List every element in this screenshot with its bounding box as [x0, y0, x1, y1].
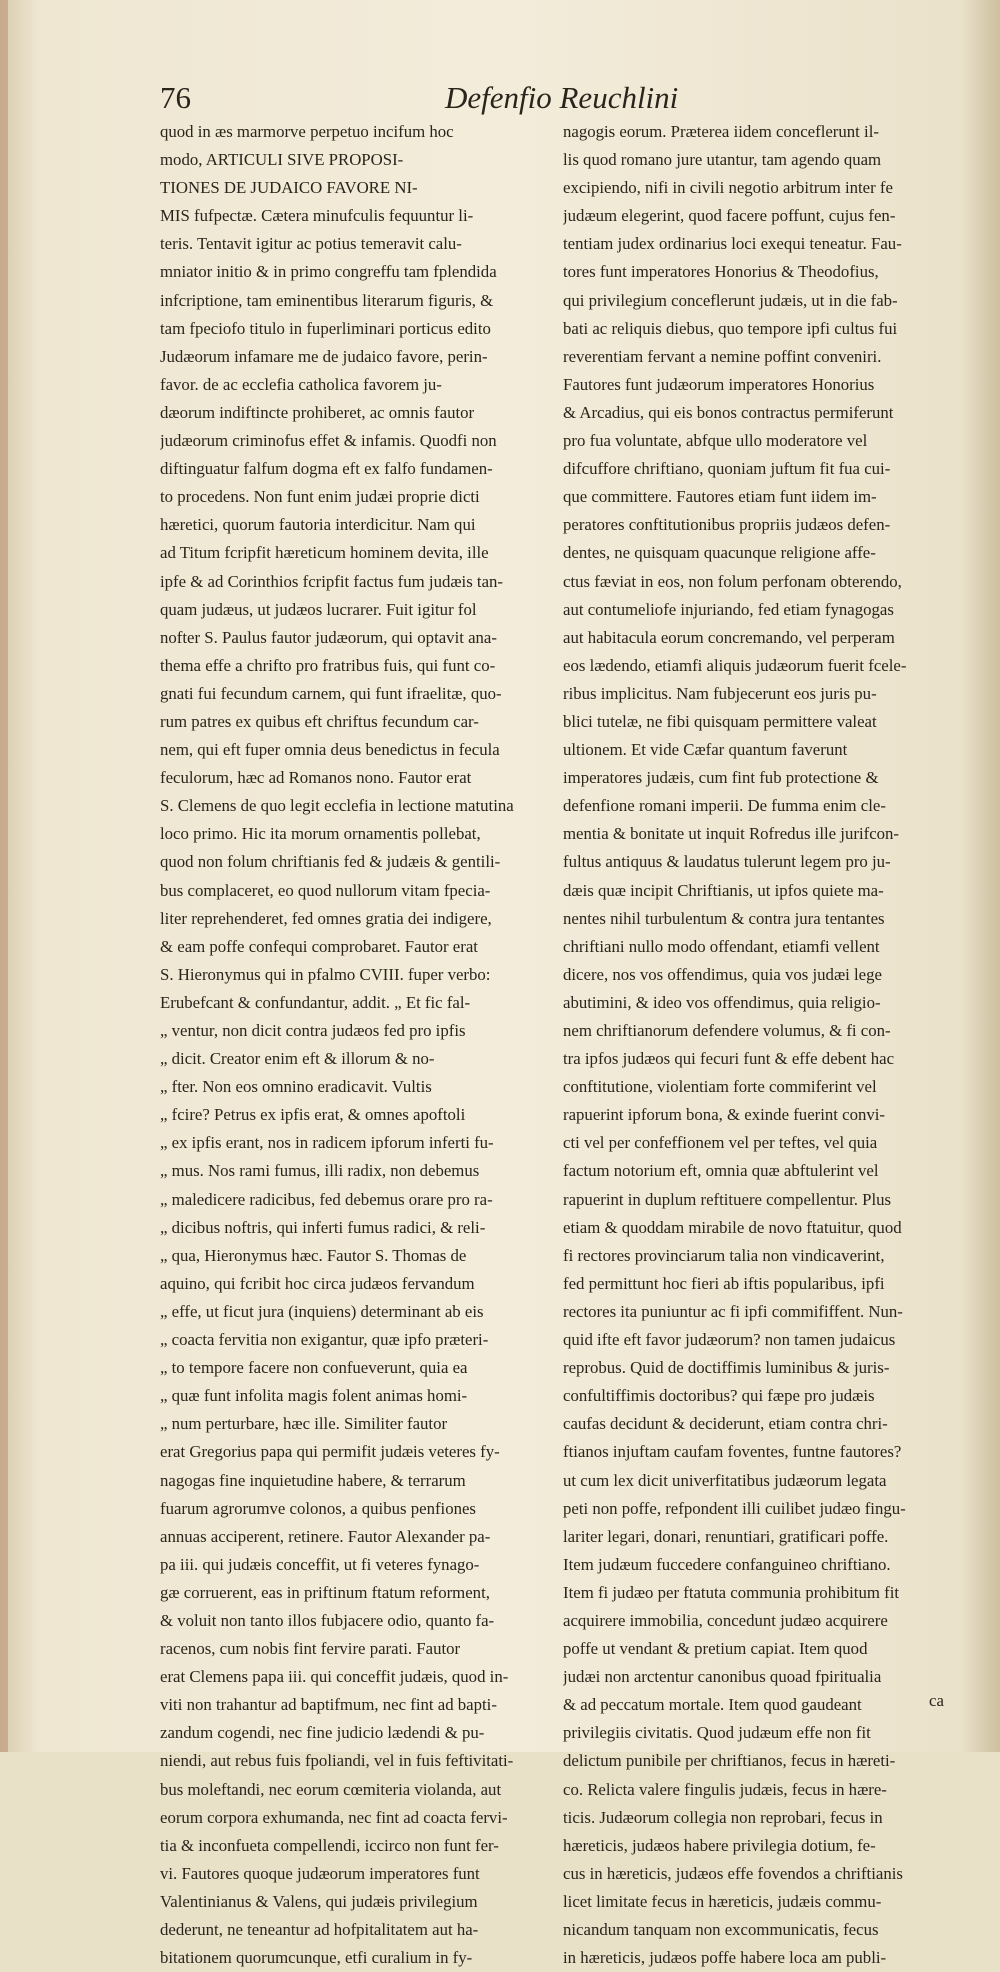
text-line: „ num perturbare, hæc ille. Similiter fautor	[160, 1414, 448, 1434]
text-line: lis quod romano jure utantur, tam agendo quam	[563, 150, 882, 170]
text-line: rapuerint ipforum bona, & exinde fuerint convi-	[563, 1105, 886, 1125]
text-line: feculorum, hæc ad Romanos nono. Fautor erat	[160, 768, 472, 788]
text-line: & eam poffe confequi comprobaret. Fautor erat	[160, 936, 478, 956]
page-header	[160, 80, 720, 120]
text-line: co. Relicta valere fingulis judæis, fecus in hære-	[563, 1779, 887, 1799]
text-line: dicere, nos vos offendimus, quia vos judæi lege	[563, 964, 882, 984]
text-line: bus complaceret, eo quod nullorum vitam fpecia-	[160, 880, 491, 900]
text-line: cus in hæreticis, judæos effe fovendos a chriftianis	[563, 1863, 903, 1883]
text-line: caufas decidunt & deciderunt, etiam contra chri-	[563, 1414, 888, 1434]
text-line: „ quæ funt infolita magis folent animas homi-	[160, 1386, 468, 1406]
text-line: racenos, cum nobis fint fervire parati. Fautor	[160, 1639, 461, 1659]
left-column	[160, 118, 550, 1972]
text-line: hæreticis, judæos habere privilegia dotium, fe-	[563, 1835, 876, 1855]
text-line: vi. Fautores quoque judæorum imperatores funt	[160, 1863, 480, 1883]
text-line: aut contumeliofe injuriando, fed etiam fynagogas	[563, 599, 894, 619]
text-line: bati ac reliquis diebus, quo tempore ipfi cultus fui	[563, 318, 898, 338]
text-line: viti non trahantur ad baptifmum, nec fint ad bapti-	[160, 1695, 497, 1715]
text-line: judæorum criminofus effet & infamis. Quodfi non	[160, 431, 497, 451]
text-line: ribus implicitus. Nam fubjecerunt eos juris pu-	[563, 683, 877, 703]
text-line: Item fi judæo per ftatuta communia prohibitum fit	[563, 1582, 900, 1602]
text-line: ipfe & ad Corinthios fcripfit factus fum judæis tan-	[160, 571, 504, 591]
text-line: privilegiis civitatis. Quod judæum effe non fit	[563, 1723, 871, 1743]
text-line: diftinguatur falfum dogma eft ex falfo fundamen-	[160, 459, 493, 479]
text-line: ctus fæviat in eos, non folum perfonam obterendo,	[563, 571, 902, 591]
text-line: confultiffimis doctoribus? qui fæpe pro judæis	[563, 1386, 875, 1406]
text-line: quam judæus, ut judæos lucrarer. Fuit igitur fol	[160, 599, 477, 619]
text-line: lariter legari, donari, renuntiari, gratificari poffe.	[563, 1526, 889, 1546]
text-line: dæis quæ incipit Chriftianis, ut ipfos quiete ma-	[563, 880, 884, 900]
text-line: S. Hieronymus qui in pfalmo CVIII. fuper verbo:	[160, 964, 491, 984]
text-line: mentia & bonitate ut inquit Rofredus ille jurifcon-	[563, 824, 900, 844]
text-line: fultus antiquus & laudatus tulerunt legem pro ju-	[563, 852, 891, 872]
text-line: „ to tempore facere non confueverunt, quia ea	[160, 1358, 468, 1378]
text-line: annuas acciperent, retinere. Fautor Alexander pa-	[160, 1526, 491, 1546]
text-line: etiam & quoddam mirabile de novo ftatuitur, quod	[563, 1217, 902, 1237]
text-line: tam fpeciofo titulo in fuperliminari porticus edito	[160, 318, 491, 338]
text-line: „ effe, ut ficut jura (inquiens) determinant ab eis	[160, 1301, 484, 1321]
text-line: & voluit non tanto illos fubjacere odio, quanto fa-	[160, 1610, 495, 1630]
text-line: licet limitate fecus in hæreticis, judæis commu-	[563, 1891, 882, 1911]
text-line: „ dicit. Creator enim eft & illorum & no-	[160, 1049, 435, 1069]
text-line: fi rectores provinciarum talia non vindicaverint,	[563, 1245, 885, 1265]
text-line: gæ corruerent, eas in priftinum ftatum reforment,	[160, 1582, 490, 1602]
text-line: S. Clemens de quo legit ecclefia in lectione matutina	[160, 796, 514, 816]
text-line: eos lædendo, etiamfi aliquis judæorum fuerit fcele-	[563, 655, 907, 675]
text-line: & Arcadius, qui eis bonos contractus permiferunt	[563, 402, 894, 422]
right-column	[563, 118, 953, 1972]
text-line: Valentinianus & Valens, qui judæis privilegium	[160, 1891, 478, 1911]
text-line: cti vel per confeffionem vel per teftes, vel quia	[563, 1133, 878, 1153]
text-line: nagogas fine inquietudine habere, & terrarum	[160, 1470, 466, 1490]
text-line: modo, ARTICULI SIVE PROPOSI-	[160, 150, 404, 170]
text-line: loco primo. Hic ita morum ornamentis pollebat,	[160, 824, 481, 844]
page-number: 76	[160, 80, 191, 115]
text-line: dæorum indiftincte prohiberet, ac omnis fautor	[160, 402, 475, 422]
text-line: tia & inconfueta compellendi, iccirco non funt fer-	[160, 1835, 499, 1855]
text-line: & ad peccatum mortale. Item quod gaudeant	[563, 1695, 862, 1715]
text-line: „ coacta fervitia non exigantur, quæ ipfo præteri-	[160, 1330, 489, 1350]
text-line: nentes nihil turbulentum & contra jura tentantes	[563, 908, 885, 928]
text-line: favor. de ac ecclefia catholica favorem ju-	[160, 374, 442, 394]
running-head: Defenfio Reuchlini	[445, 80, 679, 115]
text-line: judæi non arctentur canonibus quoad fpiritualia	[563, 1667, 882, 1687]
text-line: abutimini, & ideo vos offendimus, quia religio-	[563, 992, 881, 1012]
text-line: ad Titum fcripfit hæreticum hominem devita, ille	[160, 543, 489, 563]
text-line: nem, qui eft fuper omnia deus benedictus in fecula	[160, 740, 500, 760]
text-line: zandum cogendi, nec fine judicio lædendi & pu-	[160, 1723, 485, 1743]
text-line: rapuerint in duplum reftituere compellentur. Plus	[563, 1189, 892, 1209]
text-line: quid ifte eft favor judæorum? non tamen judaicus	[563, 1330, 896, 1350]
text-line: in hæreticis, judæos poffe habere loca am publi-	[563, 1948, 887, 1968]
text-line: to procedens. Non funt enim judæi proprie dicti	[160, 487, 480, 507]
text-line: nofter S. Paulus fautor judæorum, qui optavit ana-	[160, 627, 497, 647]
text-line: difcuffore chriftiano, quoniam juftum fit fua cui-	[563, 459, 891, 479]
text-line: „ qua, Hieronymus hæc. Fautor S. Thomas de	[160, 1245, 467, 1265]
text-line: „ fcire? Petrus ex ipfis erat, & omnes apoftoli	[160, 1105, 466, 1125]
text-line: TIONES DE JUDAICO FAVORE NI-	[160, 178, 418, 198]
text-line: MIS fufpectæ. Cætera minufculis fequuntur li-	[160, 206, 474, 226]
text-line: infcriptione, tam eminentibus literarum figuris, &	[160, 290, 494, 310]
text-line: hæretici, quorum fautoria interdicitur. Nam qui	[160, 515, 476, 535]
text-line: eorum corpora exhumanda, nec fint ad coacta fervi-	[160, 1807, 508, 1827]
text-line: chriftiani nullo modo offendant, etiamfi vellent	[563, 936, 880, 956]
text-line: quod in æs marmorve perpetuo incifum hoc	[160, 122, 454, 141]
text-line: Item judæum fuccedere confanguineo chriftiano.	[563, 1554, 891, 1574]
text-line: imperatores judæis, cum fint fub protectione &	[563, 768, 879, 788]
text-line: reverentiam fervant a nemine poffint conveniri.	[563, 346, 882, 366]
catchword: ca	[929, 1691, 944, 1710]
text-line: rum patres ex quibus eft chriftus fecundum car-	[160, 711, 479, 731]
text-line: liter reprehenderet, fed omnes gratia dei indigere,	[160, 908, 492, 928]
text-line: „ mus. Nos rami fumus, illi radix, non debemus	[160, 1161, 480, 1181]
text-line: ultionem. Et vide Cæfar quantum faverunt	[563, 740, 848, 760]
text-line: „ dicibus noftris, qui inferti fumus radici, & reli-	[160, 1217, 486, 1237]
text-line: delictum punibile per chriftianos, fecus in hæreti-	[563, 1751, 896, 1771]
text-line: reprobus. Quid de doctiffimis luminibus & juris-	[563, 1358, 890, 1378]
text-line: dentes, ne quisquam quacunque religione affe-	[563, 543, 876, 563]
text-line: nem chriftianorum defendere volumus, & fi con-	[563, 1021, 891, 1040]
text-line: peratores conftitutionibus propriis judæos defen-	[563, 515, 891, 535]
text-line: acquirere immobilia, concedunt judæo acquirere	[563, 1610, 888, 1630]
text-line: „ maledicere radicibus, fed debemus orare pro ra-	[160, 1189, 493, 1209]
text-line: poffe ut vendant & pretium capiat. Item quod	[563, 1639, 868, 1659]
text-line: ut cum lex dicit univerfitatibus judæorum legata	[563, 1470, 887, 1490]
text-line: nicandum tanquam non excommunicatis, fecus	[563, 1920, 879, 1939]
text-line: tores funt imperatores Honorius & Theodofius,	[563, 262, 879, 282]
text-line: „ ex ipfis erant, nos in radicem ipforum inferti fu-	[160, 1133, 494, 1153]
text-line: teris. Tentavit igitur ac potius temeravit calu-	[160, 234, 462, 254]
text-line: Judæorum infamare me de judaico favore, perin-	[160, 346, 488, 366]
text-line: erat Gregorius papa qui permifit judæis veteres fy-	[160, 1442, 500, 1462]
text-line: judæum elegerint, quod facere poffunt, cujus fen-	[563, 206, 896, 226]
text-line: pro fua voluntate, abfque ullo moderatore vel	[563, 431, 868, 451]
text-line: ticis. Judæorum collegia non reprobari, fecus in	[563, 1807, 883, 1827]
text-line: erat Clemens papa iii. qui conceffit judæis, quod in-	[160, 1667, 509, 1687]
text-line: mniator initio & in primo congreffu tam fplendida	[160, 262, 497, 282]
text-line: excipiendo, nifi in civili negotio arbitrum inter fe	[563, 178, 893, 198]
text-line: aquino, qui fcribit hoc circa judæos fervandum	[160, 1273, 475, 1293]
text-line: que committere. Fautores etiam funt iidem im-	[563, 487, 877, 507]
text-line: Fautores funt judæorum imperatores Honorius	[563, 374, 875, 394]
text-line: dederunt, ne teneantur ad hofpitalitatem aut ha-	[160, 1920, 479, 1939]
text-line: pa iii. qui judæis conceffit, ut fi veteres fynago-	[160, 1554, 480, 1574]
text-line: conftitutione, violentiam forte commiferint vel	[563, 1077, 877, 1097]
text-line: defenfione romani imperii. De fumma enim cle-	[563, 796, 886, 816]
text-line: ftianos injuftam caufam foventes, funtne fautores?	[563, 1442, 902, 1462]
text-line: rectores ita puniuntur ac fi ipfi commififfent. Nun-	[563, 1301, 903, 1321]
text-line: niendi, aut rebus fuis fpoliandi, vel in fuis feftivitati-	[160, 1751, 514, 1771]
text-line: fuarum agrorumve colonos, a quibus penfiones	[160, 1498, 476, 1518]
page-edge	[0, 0, 8, 1752]
text-line: bus moleftandi, nec eorum cœmiteria violanda, aut	[160, 1779, 502, 1799]
text-line: tra ipfos judæos qui fecuri funt & effe debent hac	[563, 1049, 895, 1069]
text-line: fed permittunt hoc fieri ab iftis popularibus, ipfi	[563, 1273, 885, 1293]
text-line: tentiam judex ordinarius loci exequi teneatur. Fau-	[563, 234, 902, 254]
text-line: quod non folum chriftianis fed & judæis & gentili-	[160, 852, 501, 872]
text-line: „ fter. Non eos omnino eradicavit. Vultis	[160, 1077, 432, 1097]
text-line: peti non poffe, refpondent illi cuilibet judæo fingu-	[563, 1498, 906, 1518]
text-line: blici tutelæ, ne fibi quisquam permittere valeat	[563, 711, 877, 731]
text-line: aut habitacula eorum concremando, vel perperam	[563, 627, 895, 647]
text-line: nagogis eorum. Præterea iidem conceflerunt il-	[563, 122, 879, 141]
text-line: bitationem quorumcunque, etfi curalium in fy-	[160, 1948, 473, 1968]
text-line: gnati fui fecundum carnem, qui funt ifraelitæ, quo-	[160, 683, 502, 703]
text-line: „ ventur, non dicit contra judæos fed pro ipfis	[160, 1021, 466, 1040]
text-line: factum notorium eft, omnia quæ abftulerint vel	[563, 1161, 879, 1181]
text-line: qui privilegium conceflerunt judæis, ut in die fab-	[563, 290, 898, 310]
text-line: thema effe a chrifto pro fratribus fuis, qui funt co-	[160, 655, 496, 675]
text-line: Erubefcant & confundantur, addit. „ Et fic fal-	[160, 992, 471, 1012]
